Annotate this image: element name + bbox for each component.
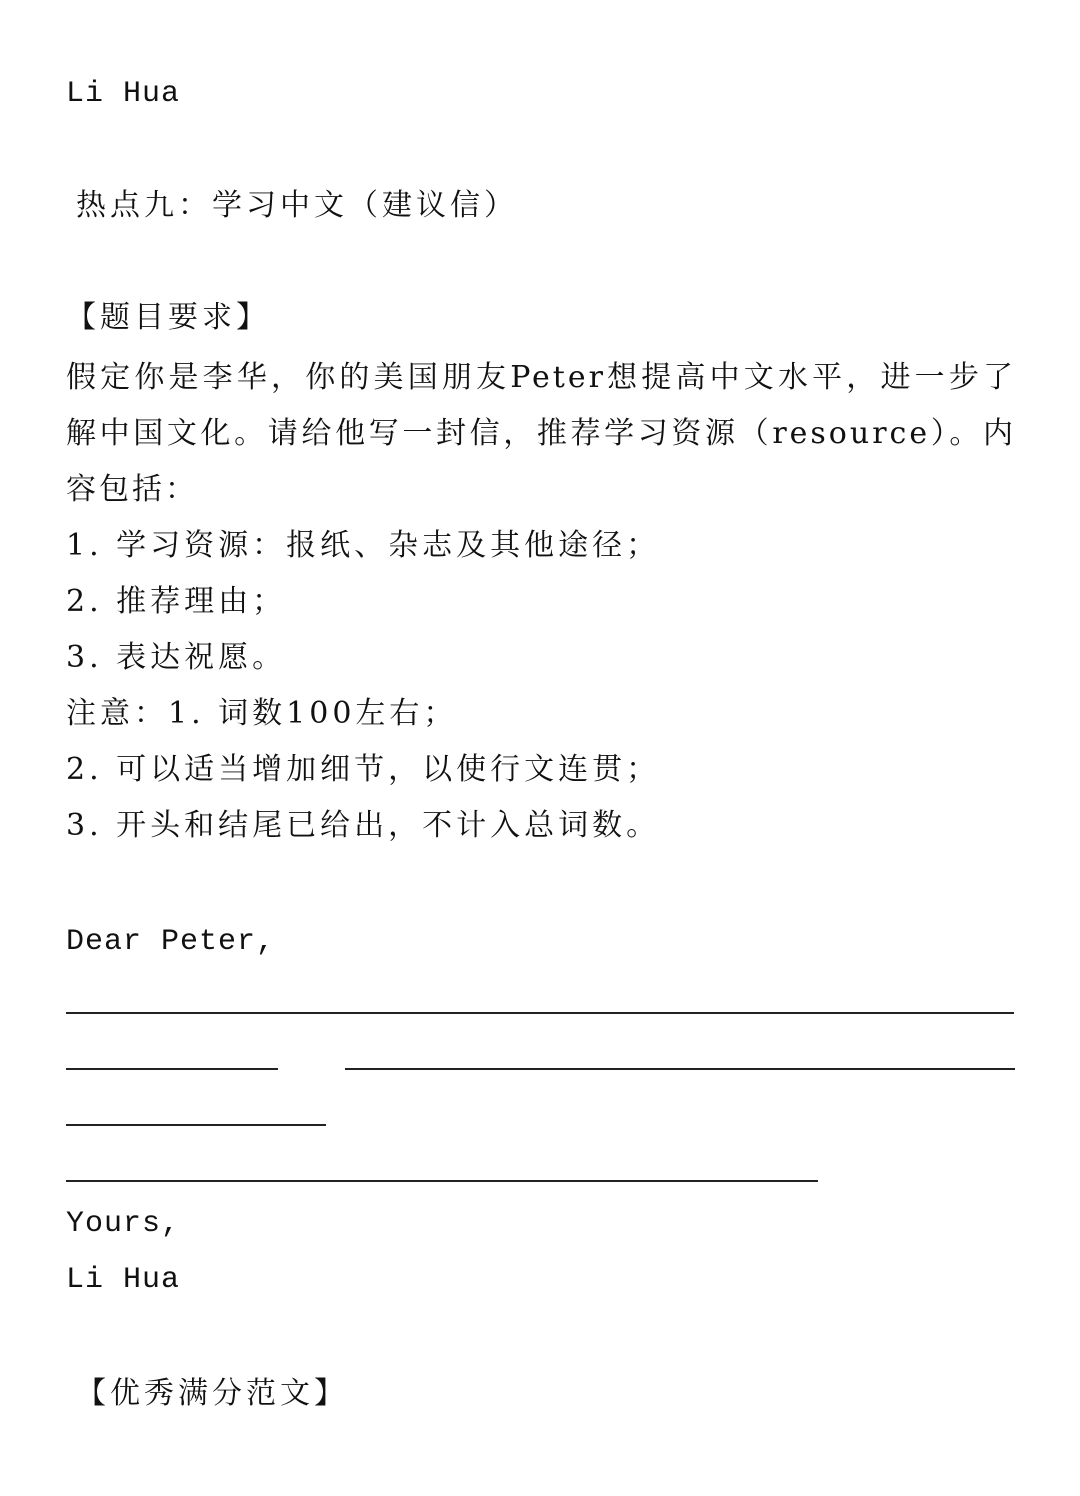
answer-line-2a bbox=[66, 1068, 278, 1070]
requirements-prompt: 假定你是李华，你的美国朋友Peter想提高中文水平，进一步了解中国文化。请给他写一封信，推荐学习资源（resource）。内容包括： bbox=[66, 360, 1016, 507]
note-3: 3. 开头和结尾已给出，不计入总词数。 bbox=[66, 808, 661, 843]
top-signature: Li Hua bbox=[66, 77, 181, 111]
answer-line-3 bbox=[66, 1124, 326, 1126]
requirement-item-2: 2. 推荐理由； bbox=[66, 584, 287, 619]
answer-line-2b bbox=[345, 1068, 1015, 1070]
letter-signature: Li Hua bbox=[66, 1263, 181, 1297]
requirement-item-1: 1. 学习资源：报纸、杂志及其他途径； bbox=[66, 528, 661, 563]
answer-line-4 bbox=[66, 1180, 818, 1182]
answer-line-1 bbox=[66, 1012, 1014, 1014]
letter-closing: Yours, bbox=[66, 1207, 181, 1241]
sample-heading: 【优秀满分范文】 bbox=[76, 1376, 348, 1411]
topic-title: 热点九：学习中文（建议信） bbox=[76, 188, 518, 223]
note-2: 2. 可以适当增加细节，以使行文连贯； bbox=[66, 752, 661, 787]
requirements-heading: 【题目要求】 bbox=[66, 300, 270, 335]
letter-salutation: Dear Peter, bbox=[66, 925, 276, 959]
requirement-item-3: 3. 表达祝愿。 bbox=[66, 640, 287, 675]
note-1: 注意：1. 词数100左右； bbox=[66, 696, 458, 731]
